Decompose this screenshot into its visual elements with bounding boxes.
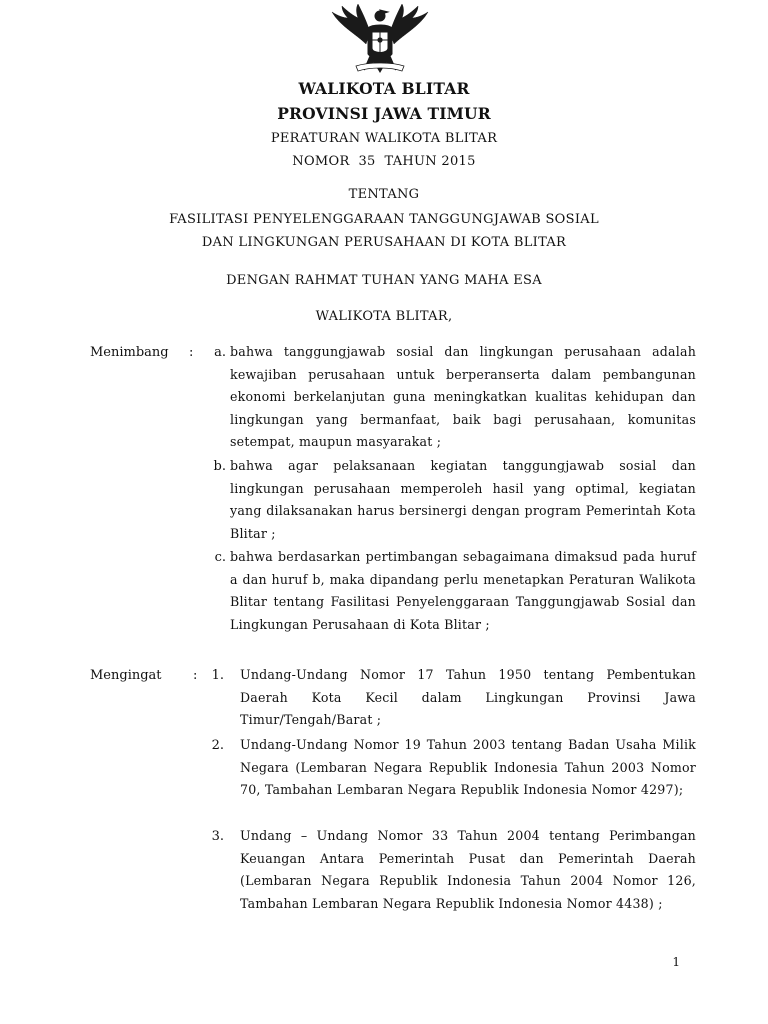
subject-line-1: FASILITASI PENYELENGGARAAN TANGGUNGJAWAB SOSIAL — [169, 212, 599, 227]
menimbang-mark-a: a. — [214, 345, 226, 360]
authority-line: WALIKOTA BLITAR, — [315, 309, 453, 324]
mengingat-label: Mengingat — [90, 668, 162, 683]
blessing-line: DENGAN RAHMAT TUHAN YANG MAHA ESA — [226, 273, 542, 288]
province-title: PROVINSI JAWA TIMUR — [277, 104, 491, 123]
mengingat-item-1: Undang-Undang Nomor 17 Tahun 1950 tentang Pembentukan Daerah Kota Kecil dalam Lingkungan Provinsi Jawa Timur/Tengah/Barat ; — [240, 667, 696, 728]
mengingat-mark-1: 1. — [211, 668, 224, 683]
mengingat-item-2: Undang-Undang Nomor 19 Tahun 2003 tentang Badan Usaha Milik Negara (Lembaran Negara Republik Indonesia Tahun 2003 Nomor 70, Tambahan Lembaran Negara Republik Indonesia Nomor 4297); — [240, 737, 696, 798]
subject-line-2: DAN LINGKUNGAN PERUSAHAAN DI KOTA BLITAR — [201, 235, 567, 250]
menimbang-label: Menimbang — [90, 345, 169, 360]
page-number: 1 — [672, 955, 680, 969]
menimbang-colon: : — [189, 345, 194, 360]
mengingat-item-3: Undang – Undang Nomor 33 Tahun 2004 tentang Perimbangan Keuangan Antara Pemerintah Pusat dan Pemerintah Daerah (Lembaran Negara Republik Indonesia Tahun 2004 Nomor 126, Tambahan Lembaran Negara Republik Indonesia Nomor 4438) ; — [240, 828, 696, 911]
garuda-emblem-icon — [326, 4, 434, 74]
issuer-title: WALIKOTA BLITAR — [298, 79, 470, 98]
menimbang-mark-b: b. — [213, 459, 226, 474]
menimbang-item-b: bahwa agar pelaksanaan kegiatan tanggungjawab sosial dan lingkungan perusahaan memperoleh hasil yang optimal, kegiatan yang dilaksanakan harus bersinergi dengan program Pemerintah Kota Blitar ; — [230, 458, 696, 541]
menimbang-item-a: bahwa tanggungjawab sosial dan lingkungan perusahaan adalah kewajiban perusahaan untuk berperanserta dalam pembangunan ekonomi berkelanjutan guna meningkatkan kualitas kehidupan dan lingkungan yang bermanfaat, baik bagi perusahaan, komunitas setempat, maupun masyarakat ; — [230, 344, 696, 450]
mengingat-mark-3: 3. — [211, 829, 224, 844]
menimbang-mark-c: c. — [214, 550, 226, 565]
tentang-label: TENTANG — [348, 187, 420, 202]
mengingat-colon: : — [193, 668, 198, 683]
regulation-title: PERATURAN WALIKOTA BLITAR — [270, 131, 498, 146]
menimbang-item-c: bahwa berdasarkan pertimbangan sebagaimana dimaksud pada huruf a dan huruf b, maka dipandang perlu menetapkan Peraturan Walikota Blitar tentang Fasilitasi Penyelenggaraan Tanggungjawab Sosial dan Lingkungan Perusahaan di Kota Blitar ; — [230, 549, 696, 632]
mengingat-mark-2: 2. — [211, 738, 224, 753]
regulation-number: NOMOR 35 TAHUN 2015 — [292, 154, 476, 169]
